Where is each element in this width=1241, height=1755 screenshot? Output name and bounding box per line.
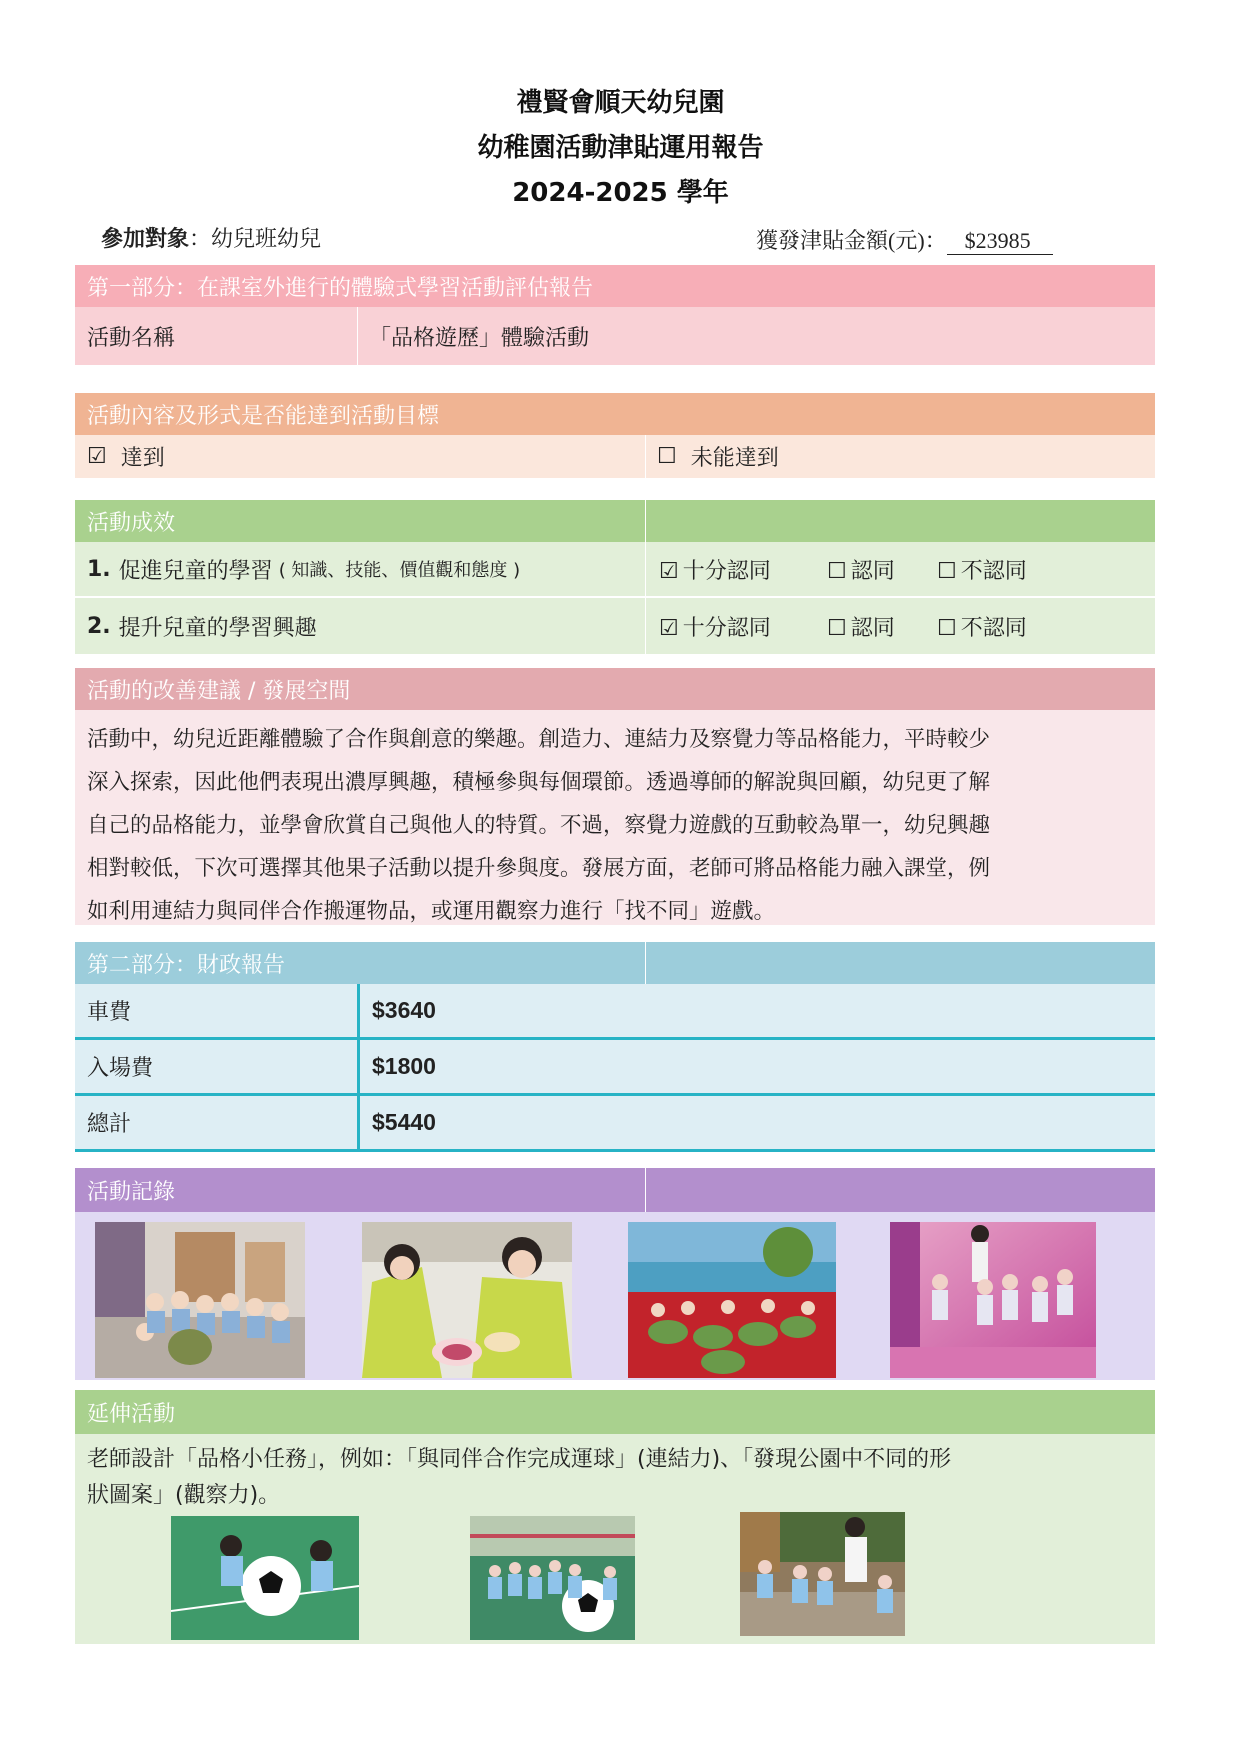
school-year: 2024-2025 學年 [512, 178, 729, 208]
finance-label: 入場費 [87, 1056, 154, 1081]
extension-line-1: 老師設計「品格小任務」，例如：「與同伴合作完成運球」(連結力)、「發現公園中不同的形 [87, 1447, 952, 1472]
improvement-line-1: 活動中，幼兒近距離體驗了合作與創意的樂趣。創造力、連結力及察覺力等品格能力，平時較少 [87, 727, 991, 752]
unchecked-box-icon[interactable]: ☐ [827, 615, 847, 641]
cell-divider [645, 500, 646, 542]
finance-amount: $3640 [372, 997, 436, 1023]
part2-heading: 第二部分：財政報告 [87, 952, 286, 978]
records-heading: 活動記錄 [87, 1179, 176, 1205]
subsidy-line [756, 224, 1053, 255]
checked-box-icon[interactable]: ☑ [659, 558, 679, 584]
option-agree[interactable]: ☐ 認同 [827, 615, 895, 641]
cell-divider [645, 942, 646, 984]
goal-not-achieved-option[interactable] [645, 435, 1155, 478]
photo-ball-group [470, 1516, 635, 1640]
improvement-line-4: 相對較低，下次可選擇其他果子活動以提升參與度。發展方面，老師可將品格能力融入課堂，例 [87, 856, 991, 881]
extension-line-2: 狀圖案」(觀察力)。 [87, 1483, 281, 1508]
finance-total-label: 總計 [87, 1112, 132, 1137]
unchecked-box-icon[interactable]: ☐ [827, 558, 847, 584]
unchecked-box-icon[interactable]: ☐ [937, 558, 957, 584]
part2-header [75, 942, 1155, 984]
participants-line [101, 222, 321, 253]
outcome-2-options [645, 598, 1155, 654]
goal-not-achieved-label: 未能達到 [690, 446, 779, 471]
option-strongly-agree[interactable]: ☑ 十分認同 [659, 615, 771, 641]
activity-name-value: 「品格遊歷」體驗活動 [369, 325, 590, 351]
activity-name-label: 活動名稱 [87, 325, 176, 351]
finance-row [75, 984, 1155, 1040]
goal-header [75, 393, 1155, 435]
outcomes-header [75, 500, 1155, 542]
participants-label: 參加對象 [101, 227, 190, 252]
extension-header [75, 1390, 1155, 1434]
improvement-header [75, 668, 1155, 710]
activity-name-row [75, 307, 1155, 365]
option-agree[interactable]: ☐ 認同 [827, 558, 895, 584]
outcome-1-text: 1. 促進兒童的學習 ( 知識、技能、價值觀和態度 ) [87, 556, 521, 584]
goal-heading: 活動內容及形式是否能達到活動目標 [87, 403, 440, 429]
photo-ball-two-children [171, 1516, 359, 1640]
finance-total-row [75, 1096, 1155, 1152]
outcome-2-text: 2. 提升兒童的學習興趣 [87, 613, 317, 641]
photo-children-painting [362, 1222, 572, 1378]
records-header [75, 1168, 1155, 1212]
school-name: 禮賢會順天幼兒園 [516, 88, 725, 118]
photo-children-on-floor [95, 1222, 305, 1378]
improvement-heading: 活動的改善建議 / 發展空間 [87, 678, 351, 704]
goal-row [75, 435, 1155, 478]
photo-turtle-props [628, 1222, 836, 1378]
outcome-row-1 [75, 542, 1155, 597]
outcome-row-2 [75, 598, 1155, 654]
part1-header [75, 265, 1155, 307]
photo-pink-room [890, 1222, 1096, 1378]
extension-heading: 延伸活動 [87, 1401, 176, 1427]
checked-box-icon[interactable]: ☑ [659, 615, 679, 641]
subsidy-amount: $23985 [947, 228, 1053, 255]
finance-label: 車費 [87, 1000, 132, 1025]
finance-amount: $1800 [372, 1053, 436, 1079]
checked-box-icon[interactable]: ☑ [87, 444, 107, 469]
goal-achieved-label: 達到 [120, 446, 165, 471]
finance-total-amount: $5440 [372, 1109, 436, 1135]
improvement-line-3: 自己的品格能力，並學會欣賞自己與他人的特質。不過，察覺力遊戲的互動較為單一，幼兒興趣 [87, 813, 991, 838]
participants-value: ：幼兒班幼兒 [189, 227, 322, 252]
improvement-line-5: 如利用連結力與同伴合作搬運物品，或運用觀察力進行「找不同」遊戲。 [87, 899, 776, 924]
outcomes-heading: 活動成效 [87, 510, 176, 536]
improvement-line-2: 深入探索，因此他們表現出濃厚興趣，積極參與每個環節。透過導師的解說與回顧，幼兒更了解 [87, 770, 991, 795]
improvement-body [75, 710, 1155, 925]
unchecked-box-icon[interactable]: ☐ [657, 444, 677, 469]
outcome-1-options [645, 542, 1155, 596]
option-strongly-agree[interactable]: ☑ 十分認同 [659, 558, 771, 584]
photo-park-walk [740, 1512, 905, 1636]
cell-divider [645, 1168, 646, 1212]
report-title: 幼稚園活動津貼運用報告 [477, 133, 764, 163]
option-disagree[interactable]: ☐ 不認同 [937, 558, 1027, 584]
unchecked-box-icon[interactable]: ☐ [937, 615, 957, 641]
part1-heading: 第一部分：在課室外進行的體驗式學習活動評估報告 [87, 275, 594, 301]
goal-achieved-option[interactable] [75, 435, 645, 478]
finance-row [75, 1040, 1155, 1096]
subsidy-label: 獲發津貼金額(元)： [756, 228, 947, 253]
option-disagree[interactable]: ☐ 不認同 [937, 615, 1027, 641]
